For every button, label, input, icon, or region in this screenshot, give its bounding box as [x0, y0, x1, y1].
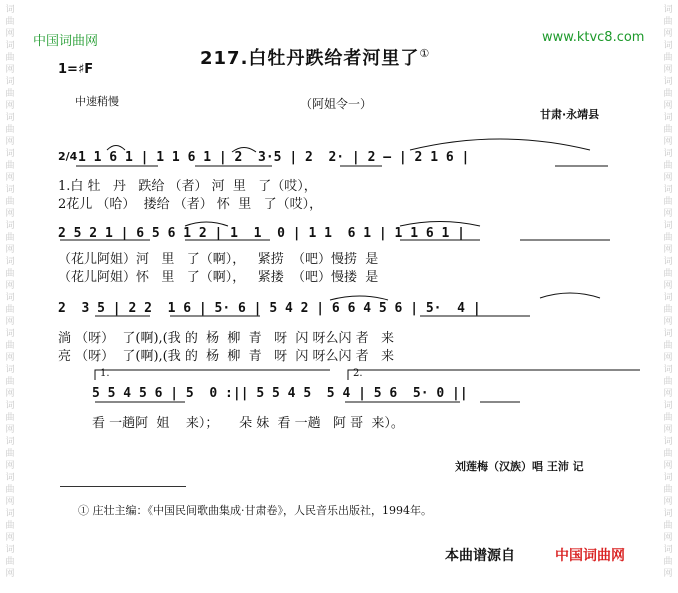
key-signature: 1=♯F — [58, 62, 94, 77]
watermark-left: 词 曲 网 词 曲 网 词 曲 网 词 曲 网 词 曲 网 词 曲 网 词 曲 网 词 曲 网 词 曲 网 词 曲 网 词 曲 网 词 曲 网 词 曲 网 词 曲 网 词 曲 网 词 曲 网 — [5, 5, 15, 579]
score-row-1-lyrics-2: 2花儿 （哈） 搂给 （者） 怀 里 了（哎）， — [58, 197, 323, 212]
footnote: ① 庄壮主编：《中国民间歌曲集成·甘肃卷》，人民音乐出版社，1994年。 — [78, 504, 432, 517]
score-row-1-notes: 1 1 6 1 | 1 1 6 1 | 2 3·5 | 2 2· | 2 — | 2 1 6 | — [78, 150, 470, 165]
subtitle: （阿姐令一） — [300, 97, 373, 111]
score-row-2-lyrics-2: （花儿阿姐）怀 里 了（啊）， 紧搂 （吧）慢搂 是 — [58, 270, 379, 285]
region-label: 甘肃·永靖县 — [540, 108, 600, 121]
slur — [107, 146, 125, 151]
score-row-3-notes: 2 3 5 | 2 2 1 6 | 5· 6 | 5 4 2 | 6 6 4 5 6 | 5· 4 | — [58, 301, 481, 316]
site-name-left[interactable]: 中国词曲网 — [33, 34, 99, 49]
volta-1-label: 1. — [100, 368, 110, 379]
score-row-2-notes: 2 5 2 1 | 6 5 6 1 2 | 1 1 0 | 1 1 6 1 | 1 1 6 1 | — [58, 226, 465, 241]
credit-line: 刘莲梅（汉族）唱 王沛 记 — [455, 460, 584, 473]
site-url-right[interactable]: www.ktvc8.com — [542, 30, 645, 45]
source-site-link[interactable]: 中国词曲网 — [555, 548, 625, 564]
time-signature: 2/4 — [58, 150, 78, 163]
watermark-right: 词 曲 网 词 曲 网 词 曲 网 词 曲 网 词 曲 网 词 曲 网 词 曲 网 词 曲 网 词 曲 网 词 曲 网 词 曲 网 词 曲 网 词 曲 网 词 曲 网 词 曲 网 词 曲 网 — [663, 5, 673, 579]
slur — [410, 139, 590, 150]
score-row-2-lyrics-1: （花儿阿姐）河 里 了（啊）， 紧捞 （吧）慢捞 是 — [58, 252, 379, 267]
title-text: 217.白牡丹跌给者河里了 — [200, 48, 420, 69]
score-row-4-notes: 5 5 4 5 6 | 5 0 :|| 5 5 4 5 5 4 | 5 6 5· 0 || — [92, 386, 468, 401]
title-footnote-mark: ① — [419, 47, 431, 60]
score-row-4-lyrics-1: 看 一趟阿 姐 来）； 朵 妹 看 一趟 阿 哥 来）。 — [92, 416, 404, 431]
source-label: 本曲谱源自 — [445, 548, 515, 564]
tempo-marking: 中速稍慢 — [75, 95, 119, 108]
score-row-1-lyrics-1: 1.白 牡 丹 跌给 （者） 河 里 了（哎）， — [58, 179, 317, 194]
volta-2-label: 2. — [353, 368, 363, 379]
score-row-3-lyrics-2: 亮 （呀） 了(啊),(我 的 杨 柳 青 呀 闪 呀么闪 者 来 — [58, 349, 394, 364]
score-row-3-lyrics-1: 淌 （呀） 了(啊),(我 的 杨 柳 青 呀 闪 呀么闪 者 来 — [58, 331, 394, 346]
footnote-divider — [60, 486, 186, 487]
slur — [232, 148, 256, 153]
